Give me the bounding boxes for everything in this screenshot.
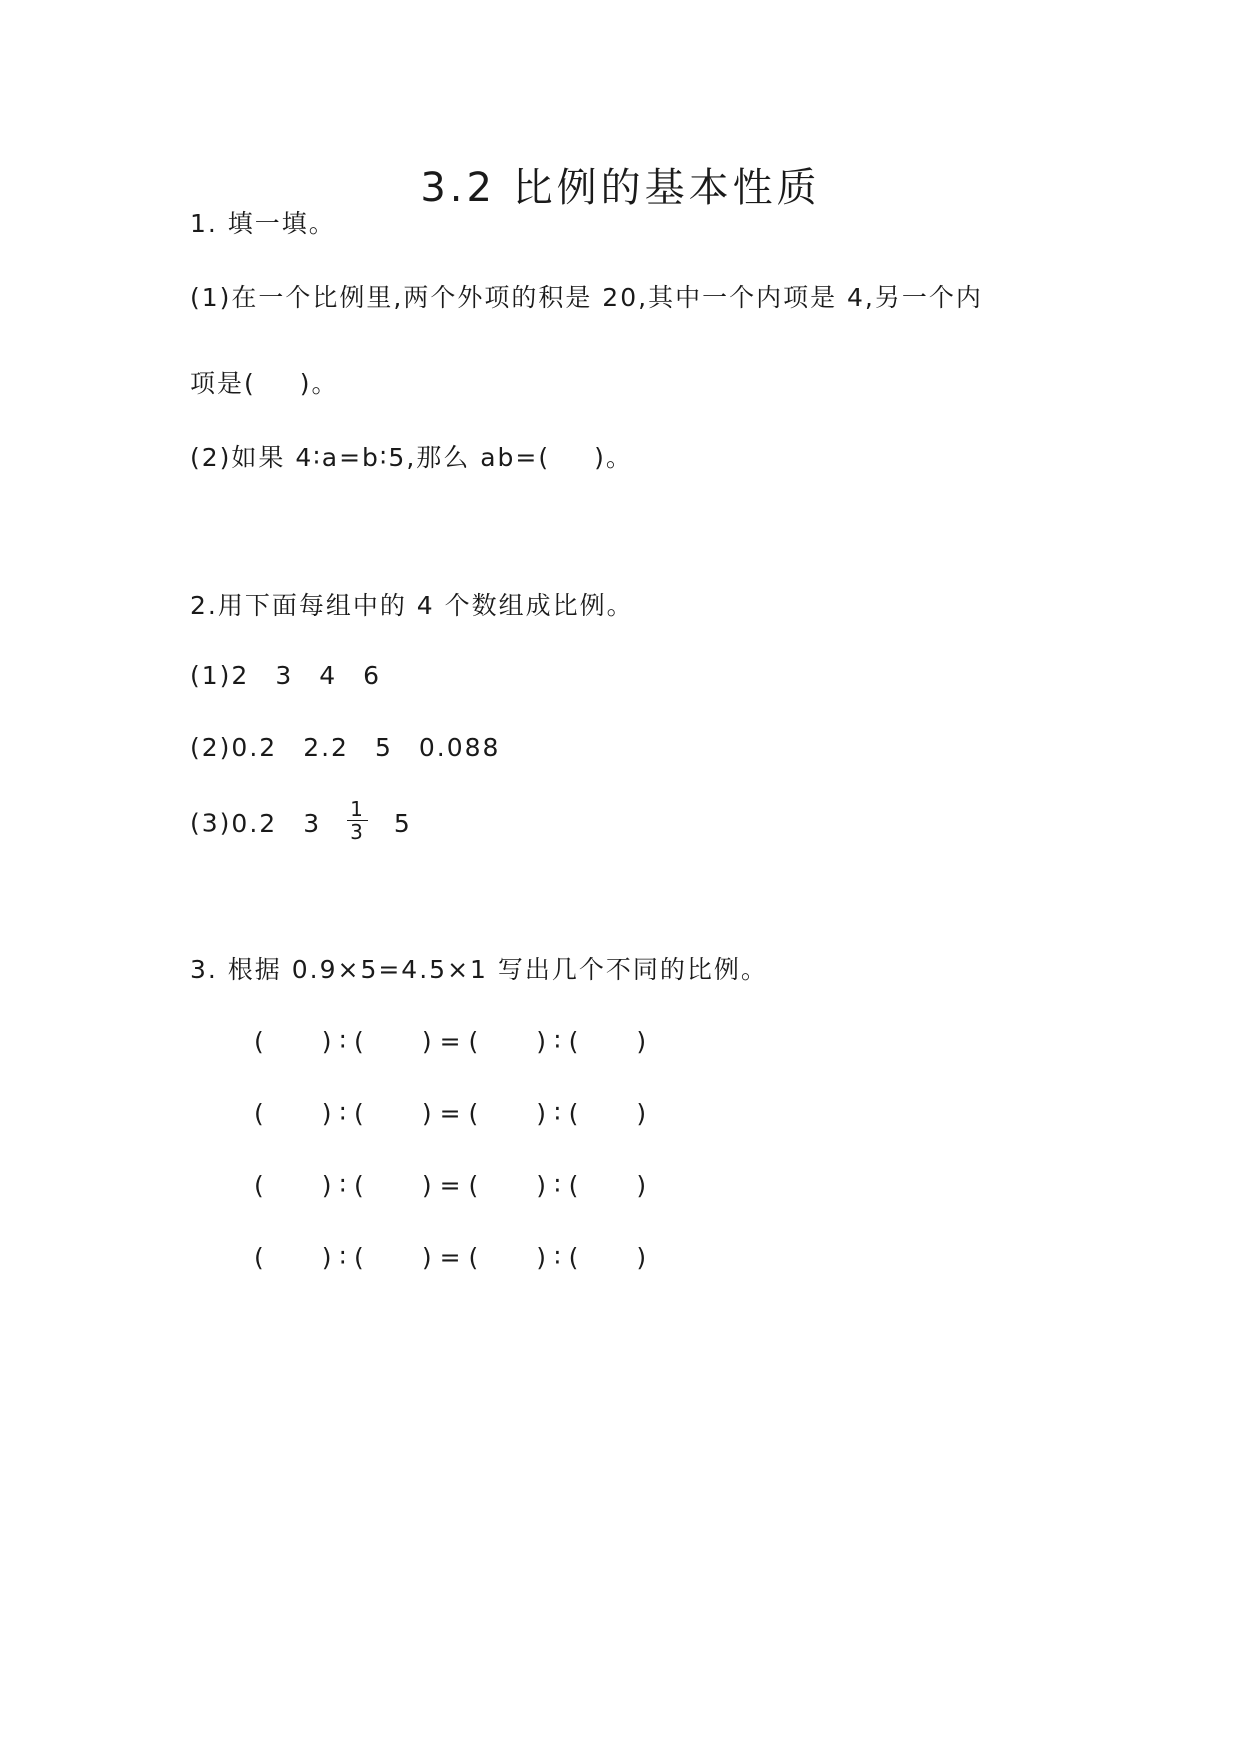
proportion-close-symbol: )	[636, 1171, 647, 1200]
q2-text	[190, 440, 633, 476]
group3-numbers	[190, 797, 438, 847]
proportion-open-symbol: (	[254, 1171, 264, 1200]
group2-value: 2.2	[303, 733, 349, 762]
fraction-numerator: 1	[347, 798, 368, 821]
section2-heading: 2.用下面每组中的 4 个数组成比例。	[190, 591, 634, 620]
section1-heading: 1. 填一填。	[190, 209, 336, 238]
group1-value: 6	[363, 661, 382, 690]
proportion-open-symbol: (	[354, 1027, 364, 1056]
proportion-close-symbol: )	[421, 1099, 432, 1128]
q1-prefix: 项是(	[190, 369, 256, 398]
proportion-equals-symbol: =	[439, 1171, 461, 1200]
proportion-close-symbol: )	[536, 1243, 547, 1272]
proportion-close-symbol: )	[536, 1171, 547, 1200]
proportion-ratio-symbol: ∶	[339, 1171, 347, 1200]
proportion-row	[250, 1240, 650, 1276]
proportion-close-symbol: )	[536, 1027, 547, 1056]
proportion-ratio-symbol: ∶	[339, 1027, 347, 1056]
proportion-close-symbol: )	[421, 1171, 432, 1200]
proportion-open-symbol: (	[254, 1099, 264, 1128]
group2-value: 0.088	[418, 733, 501, 762]
proportion-equals-symbol: =	[439, 1099, 461, 1128]
proportion-close-symbol: )	[321, 1027, 332, 1056]
group1-label: (1)	[190, 661, 232, 690]
group3-value: 0.2	[231, 808, 278, 838]
proportion-open-symbol: (	[468, 1171, 479, 1200]
group3-value: 3	[303, 808, 322, 838]
section3-heading: 3. 根据 0.9×5=4.5×1 写出几个不同的比例。	[190, 955, 768, 984]
group3-label: (3)	[190, 808, 232, 838]
proportion-open-symbol: (	[354, 1099, 364, 1128]
proportion-close-symbol: )	[421, 1027, 432, 1056]
proportion-open-symbol: (	[568, 1171, 579, 1200]
proportion-open-symbol: (	[568, 1027, 579, 1056]
group3-fraction	[347, 798, 368, 843]
proportion-close-symbol: )	[321, 1099, 332, 1128]
proportion-equals-symbol: =	[439, 1027, 461, 1056]
proportion-row	[250, 1096, 650, 1132]
proportion-close-symbol: )	[321, 1171, 332, 1200]
q2-prefix: (2)如果 4∶a=b∶5,那么 ab=(	[190, 443, 551, 472]
q1-suffix: )。	[299, 369, 339, 398]
group2-numbers	[190, 730, 526, 766]
group1-value: 2	[231, 661, 250, 690]
proportion-open-symbol: (	[568, 1243, 579, 1272]
proportion-ratio-symbol: ∶	[554, 1099, 561, 1128]
group2-value: 5	[374, 733, 393, 762]
group1-value: 4	[319, 661, 338, 690]
proportion-open-symbol: (	[254, 1243, 264, 1272]
proportion-close-symbol: )	[636, 1099, 647, 1128]
proportion-open-symbol: (	[468, 1027, 479, 1056]
proportion-row	[250, 1168, 650, 1204]
proportion-ratio-symbol: ∶	[339, 1243, 347, 1272]
proportion-open-symbol: (	[354, 1243, 364, 1272]
q1-text-line2	[190, 366, 339, 402]
page-title: 3.2 比例的基本性质	[420, 165, 821, 211]
proportion-close-symbol: )	[636, 1027, 647, 1056]
q1-text-line1: (1)在一个比例里,两个外项的积是 20,其中一个内项是 4,另一个内	[190, 283, 983, 312]
proportion-ratio-symbol: ∶	[554, 1243, 561, 1272]
proportion-equals-symbol: =	[439, 1243, 461, 1272]
proportion-open-symbol: (	[254, 1027, 264, 1056]
q2-suffix: )。	[594, 443, 633, 472]
proportion-ratio-symbol: ∶	[554, 1027, 561, 1056]
proportion-open-symbol: (	[468, 1099, 479, 1128]
fraction-denominator: 3	[350, 820, 365, 844]
proportion-close-symbol: )	[536, 1099, 547, 1128]
proportion-open-symbol: (	[468, 1243, 479, 1272]
proportion-open-symbol: (	[354, 1171, 364, 1200]
proportion-ratio-symbol: ∶	[339, 1099, 347, 1128]
proportion-ratio-symbol: ∶	[554, 1171, 561, 1200]
proportion-close-symbol: )	[421, 1243, 432, 1272]
group1-value: 3	[275, 661, 294, 690]
group1-numbers	[190, 658, 407, 694]
group3-value: 5	[393, 808, 412, 838]
proportion-close-symbol: )	[636, 1243, 647, 1272]
group2-label: (2)	[190, 733, 232, 762]
proportion-row	[250, 1024, 650, 1060]
proportion-close-symbol: )	[321, 1243, 332, 1272]
proportion-open-symbol: (	[568, 1099, 579, 1128]
group2-value: 0.2	[231, 733, 278, 762]
